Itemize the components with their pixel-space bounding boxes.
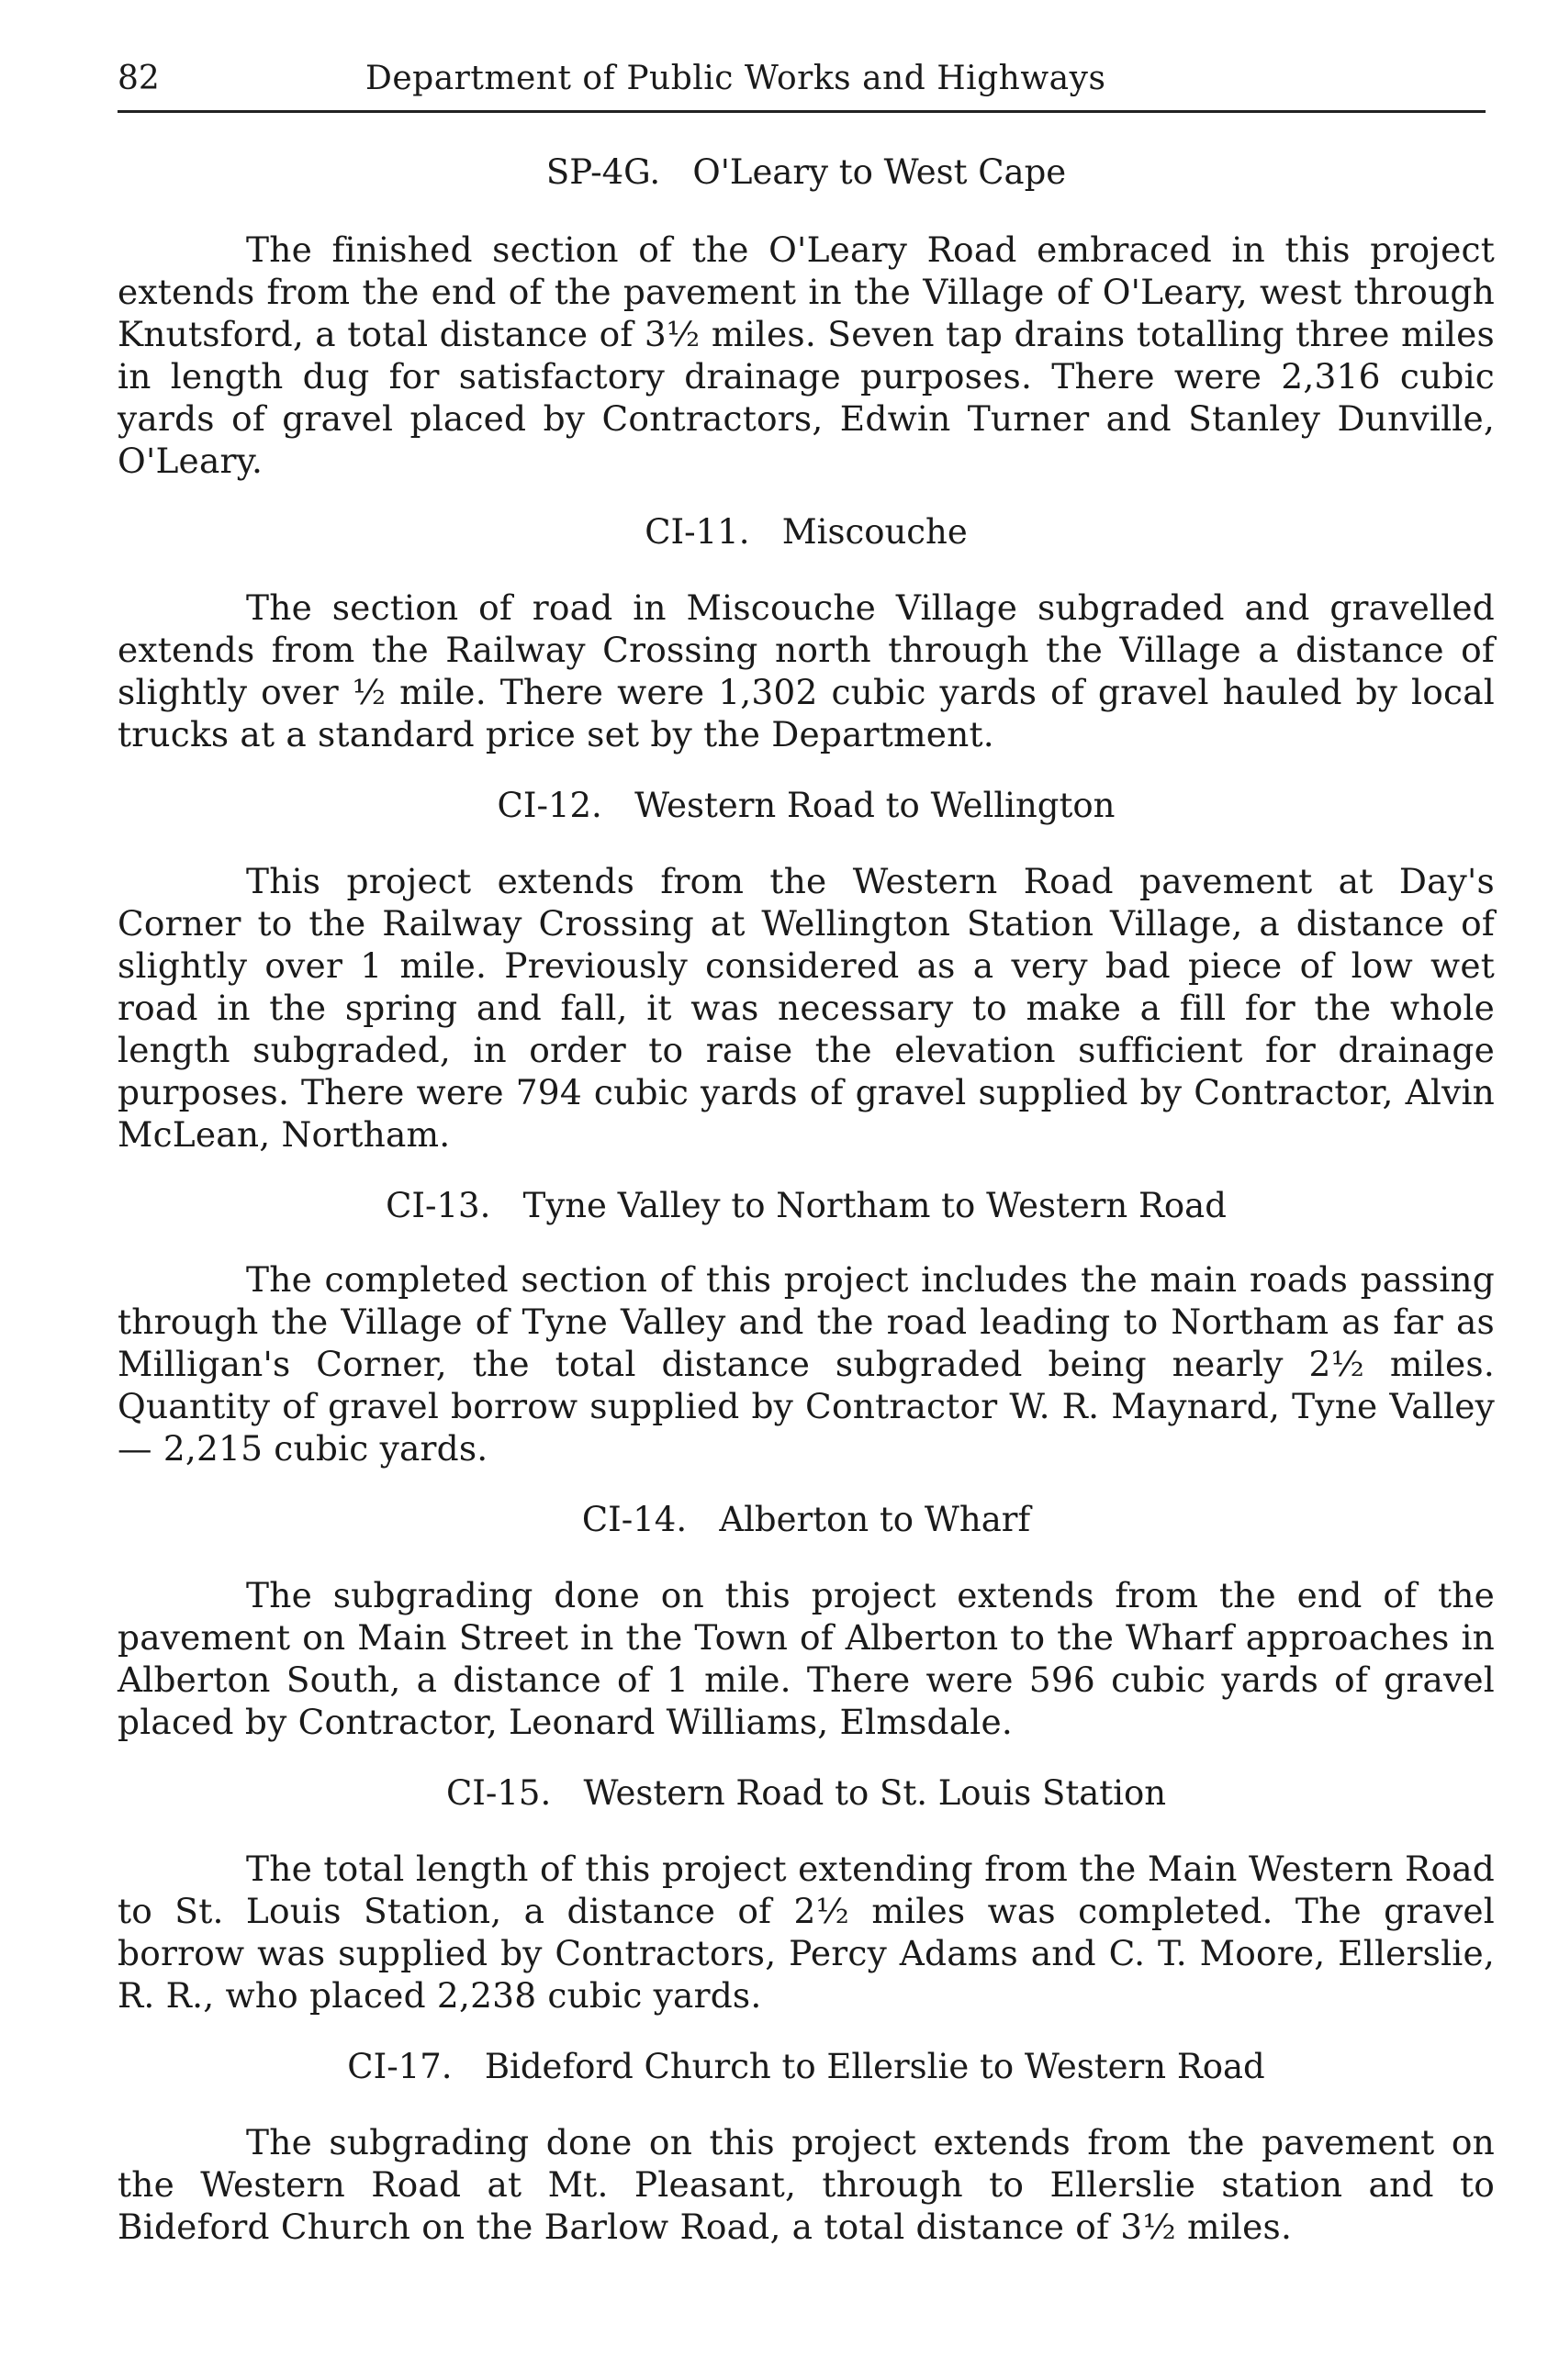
section-body: The finished section of the O'Leary Road embraced in this project extends from the end of the pavement in the Village of O'Leary, west through Knutsford, a total distance of 3½ miles. Seven tap drains totalling three miles in length dug for satisfactory drainage purposes. There were 2,316 cubic yards of gravel placed by Contractors, Edwin Turner and Stanley Dunville, O'Leary. [118,229,1495,481]
section-heading: CI-13. Tyne Valley to Northam to Western Road [386,1186,1227,1225]
section-ci-17 [118,2046,1495,2248]
section-heading: CI-12. Western Road to Wellington [497,786,1116,825]
section-ci-12 [118,785,1495,1156]
section-body: The completed section of this project includes the main roads passing through the Village of Tyne Valley and the road leading to Northam as far as Milligan's Corner, the total distance subgraded being nearly 2½ miles. Quantity of gravel borrow supplied by Contractor W. R. Maynard, Tyne Valley — 2,215 cubic yards. [118,1259,1495,1469]
section-ci-14 [118,1499,1495,1743]
section-heading: SP-4G. O'Leary to West Cape [545,152,1067,192]
running-head: Department of Public Works and Highways [365,60,1106,97]
section-sp-4g [118,151,1495,482]
page-header [118,57,1486,113]
section-heading: CI-11. Miscouche [645,512,968,552]
section-body: The total length of this project extending from the Main Western Road to St. Louis Station, a distance of 2½ miles was completed. The gravel borrow was supplied by Contractors, Percy Adams and C. T. Moore, Ellerslie, R. R., who placed 2,238 cubic yards. [118,1849,1495,2016]
page-number: 82 [118,60,160,97]
section-body: This project extends from the Western Road pavement at Day's Corner to the Railway Crossing at Wellington Station Village, a distance of slightly over 1 mile. Previously considered as a very bad piece of low wet road in the spring and fall, it was necessary to make a fill for the whole length subgraded, in order to raise the elevation sufficient for drainage purposes. There were 794 cubic yards of gravel supplied by Contractor, Alvin McLean, Northam. [118,861,1495,1155]
section-body: The subgrading done on this project extends from the end of the pavement on Main Street in the Town of Alberton to the Wharf approaches in Alberton South, a distance of 1 mile. There were 596 cubic yards of gravel placed by Contractor, Leonard Williams, Elmsdale. [118,1575,1495,1742]
section-ci-13 [118,1185,1495,1469]
section-heading: CI-17. Bideford Church to Ellerslie to Western Road [347,2047,1265,2086]
section-heading: CI-15. Western Road to St. Louis Station [445,1773,1167,1813]
section-ci-15 [118,1772,1495,2017]
section-body: The subgrading done on this project extends from the pavement on the Western Road at Mt. Pleasant, through to Ellerslie station and to Bideford Church on the Barlow Road, a total distance of 3½ miles. [118,2122,1495,2247]
section-heading: CI-14. Alberton to Wharf [581,1500,1031,1539]
section-body: The section of road in Miscouche Village subgraded and gravelled extends from the Railway Crossing north through the Village a distance of slightly over ½ mile. There were 1,302 cubic yards of gravel hauled by local trucks at a standard price set by the Department. [118,587,1495,754]
section-ci-11 [118,511,1495,755]
